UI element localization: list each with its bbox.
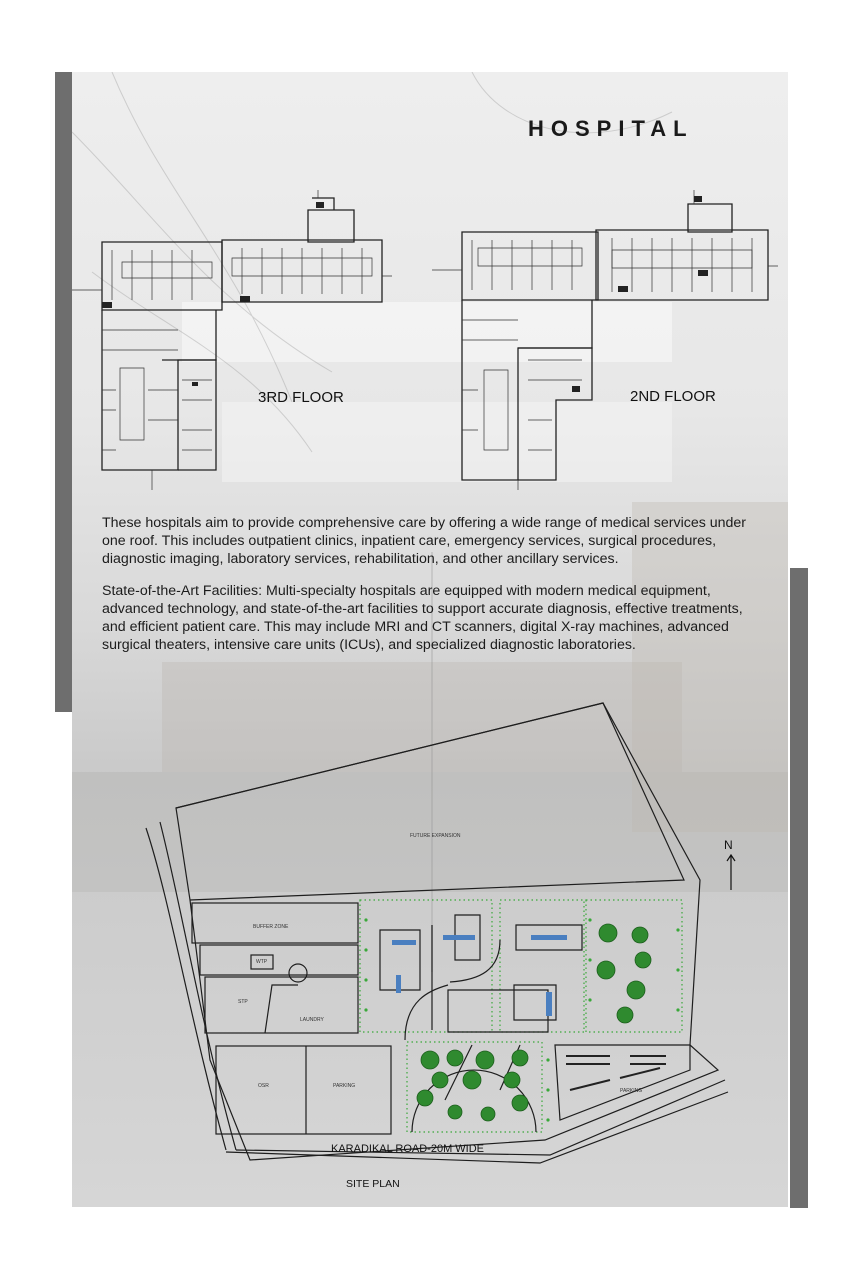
north-arrow (727, 855, 735, 890)
future-expansion-label: FUTURE EXPANSION (410, 833, 461, 839)
stp-label: STP (238, 999, 248, 1005)
site-plan-caption: SITE PLAN (346, 1178, 400, 1190)
page-title: HOSPITAL (528, 116, 694, 141)
north-label: N (724, 838, 733, 852)
buffer-zone-label: BUFFER ZONE (253, 924, 289, 930)
laundry-label: LAUNDRY (300, 1017, 324, 1023)
paragraph-facilities: State-of-the-Art Facilities: Multi-specialty hospitals are equipped with modern medical equipment, advanced technology, and state-of-the-art facilities to support accurate diagnosis, effective treatments, and efficient patient care. This may include MRI and CT scanners, digital X-ray machines, advanced surgical theaters, intensive care units (ICUs), and specialized diagnostic laboratories. (102, 583, 743, 653)
parking-left-label: PARKING (333, 1083, 356, 1089)
third-floor-label: 3RD FLOOR (258, 389, 344, 406)
road-label: KARADIKAL ROAD-20M WIDE (331, 1143, 485, 1155)
osr-label: OSR (258, 1083, 269, 1089)
second-floor-label: 2ND FLOOR (630, 388, 716, 405)
wtp-label: WTP (256, 959, 268, 965)
paragraph-intro: These hospitals aim to provide comprehensive care by offering a wide range of medical services under one roof. This includes outpatient clinics, inpatient care, emergency services, surgical procedures, diagnostic imaging, laboratory services, rehabilitation, and other ancillary services. (102, 515, 747, 567)
future-expansion-zone (176, 703, 684, 900)
parking-right-label: PARKING (620, 1088, 643, 1094)
